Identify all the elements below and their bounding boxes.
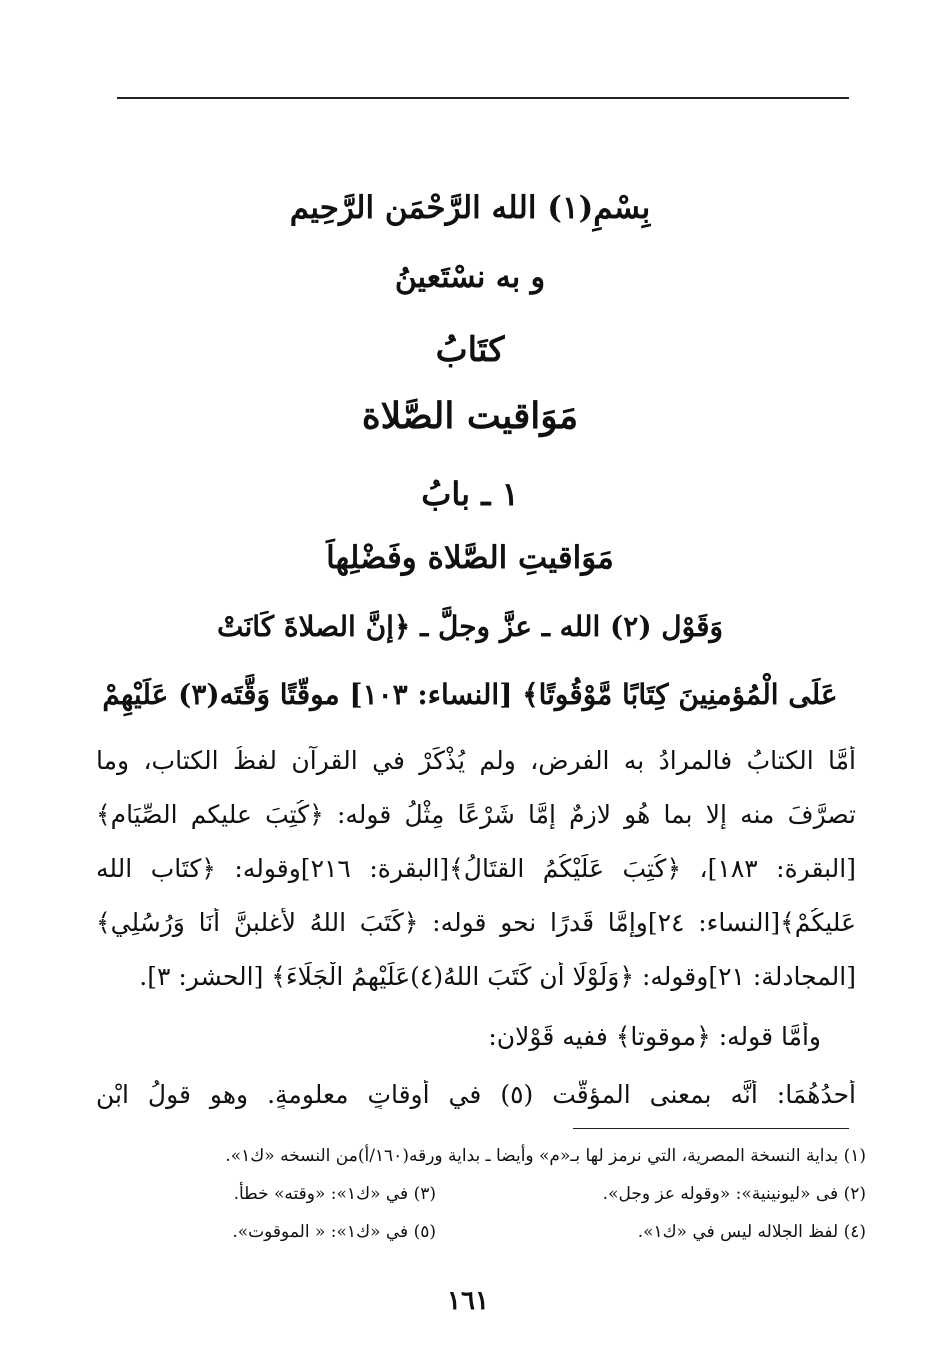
footnote-4: (٤) لفظ الجلاله ليس في «ك١». bbox=[637, 1222, 866, 1242]
body-text-line: تصرَّفَ منه إلا بما هُو لازمٌ إمَّا شَرْعًا مِثْلُ قوله: ﴿كُتِبَ عليكم الصِّيَام﴾ bbox=[96, 800, 856, 829]
body-text-line: أحدُهُمَا: أنَّه بمعنى المؤقَّت (٥) في أوقاتٍ معلومةٍ. وهو قولُ ابْنِ bbox=[96, 1080, 856, 1109]
body-text-line: [المجادلة: ٢١]وقوله: ﴿وَلَوْلَا أَن كَتَبَ اللهُ(٤)عَلَيْهِمُ الْجَلَاءَ﴾ [الحشر: ٣]. bbox=[139, 962, 856, 991]
body-text-line: [البقرة: ١٨٣]، ﴿كُتِبَ عَلَيْكُمُ القتَالُ﴾[البقرة: ٢١٦]وقوله: ﴿كتَاب الله bbox=[96, 854, 856, 883]
book-label-heading: كتَابُ bbox=[435, 330, 505, 370]
verse-heading-line-1: وَقَوْل (٢) الله ـ عزَّ وجلَّ ـ ﴿إنَّ الصلاةَ كَانَتْ bbox=[216, 610, 724, 643]
body-text-line: أمَّا الكتابُ فالمرادُ به الفرض، ولم يُذْكَرْ في القرآن لفظُ الكتاب، وما bbox=[96, 746, 856, 775]
book-title-heading: مَوَاقيت الصَّلاة bbox=[361, 395, 579, 437]
footnote-5: (٥) في «ك١»: « الموقوت». bbox=[232, 1222, 436, 1242]
nastain-heading: و به نسْتَعينُ bbox=[394, 260, 546, 295]
verse-heading-line-2: عَلَى الْمُؤمنِينَ كِتَابًا مَّوْقُوتًا﴾ [النساء: ١٠٣] موقّتًا وَقَّتَه(٣) عَلَيْهِمْ bbox=[102, 678, 838, 711]
header-rule bbox=[117, 97, 849, 99]
page-number: ١٦١ bbox=[447, 1286, 489, 1316]
body-text-line: عَليكُمْ﴾[النساء: ٢٤]وإمَّا قَدرًا نحو قوله: ﴿كَتَبَ اللهُ لأَغلبنَّ أنَا وَرُسُلِي﴾ bbox=[96, 908, 856, 937]
footnote-1: (١) بداية النسخة المصرية، التي نرمز لها بـ«م» وأيضا ـ بداية ورقه(١٦٠/أ)من النسخه «ك١». bbox=[225, 1146, 866, 1166]
chapter-title-heading: مَوَاقيتِ الصَّلاة وفَضْلِهاَ bbox=[326, 540, 614, 576]
footnote-3: (٣) في «ك١»: «وقته» خطأ. bbox=[233, 1184, 436, 1204]
body-text-line: وأمَّا قوله: ﴿موقوتا﴾ ففيه قَوْلان: bbox=[488, 1022, 821, 1051]
footnote-2: (٢) فى «ليونينية»: «وقوله عز وجل». bbox=[602, 1184, 866, 1204]
chapter-number-heading: ١ ـ بابُ bbox=[421, 475, 519, 513]
basmala-heading: بِسْمِ(١) الله الرَّحْمَن الرَّحِيم bbox=[289, 190, 651, 226]
footnote-separator bbox=[573, 1128, 849, 1129]
